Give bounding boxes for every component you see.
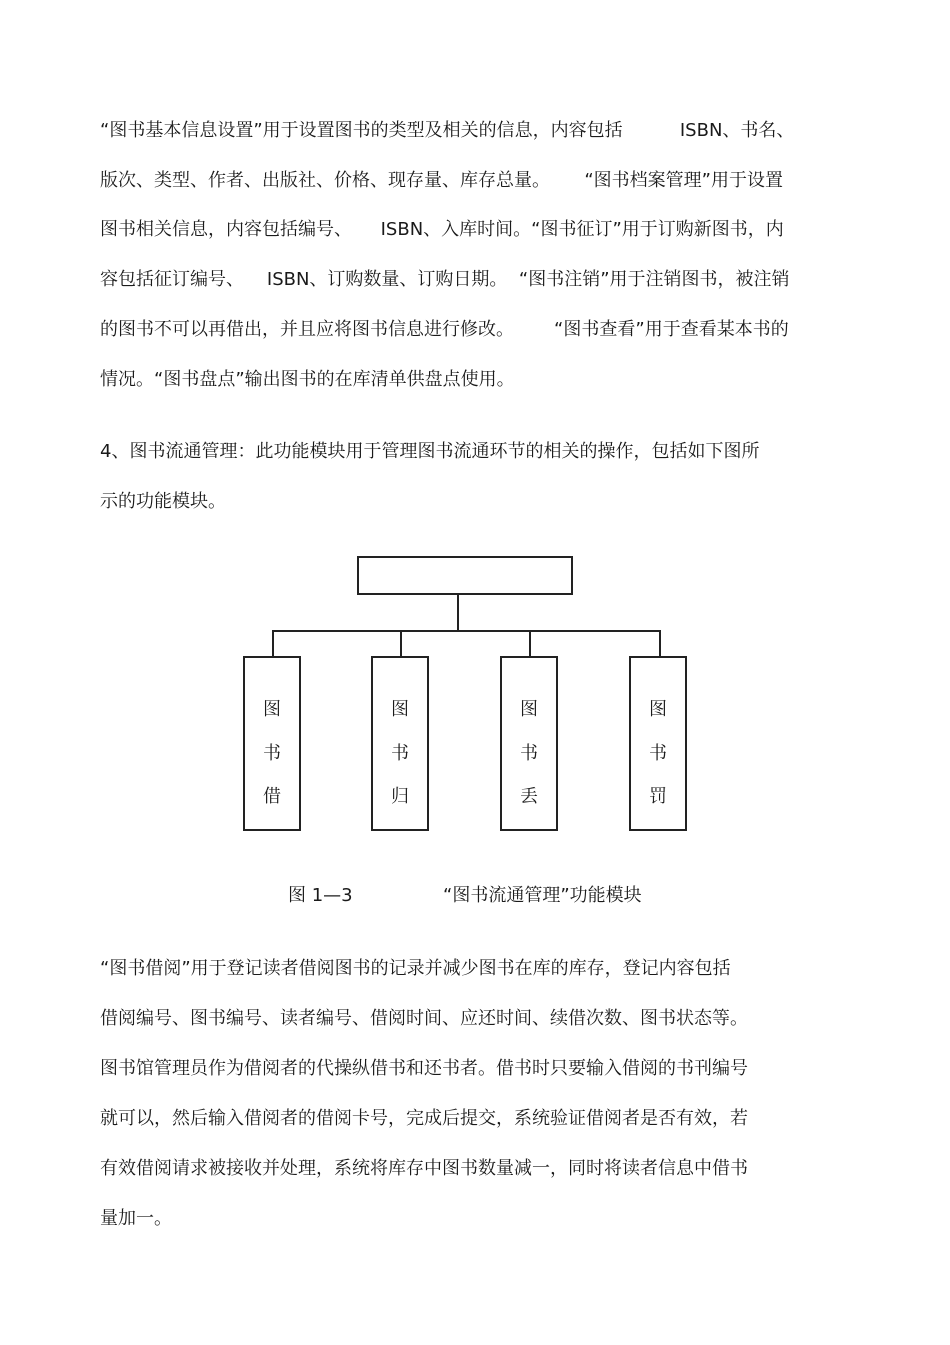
- text-line: 情况。“图书盘点”输出图书的在库清单供盘点使用。: [100, 369, 515, 390]
- module-char: 图: [649, 699, 667, 720]
- module-book-lost: [500, 656, 558, 831]
- text-line: 就可以，然后输入借阅者的借阅卡号，完成后提交，系统验证借阅者是否有效，若: [100, 1108, 748, 1129]
- text-line: 4、图书流通管理：此功能模块用于管理图书流通环节的相关的操作，包括如下图所: [100, 441, 760, 462]
- module-char: 借: [263, 786, 281, 808]
- connector-horizontal: [272, 630, 661, 632]
- text-line: 示的功能模块。: [100, 491, 226, 512]
- module-book-return: [371, 656, 429, 831]
- module-char: 图: [391, 699, 409, 720]
- connector-vertical: [457, 595, 459, 631]
- connector-drop: [400, 630, 402, 657]
- module-char: 书: [263, 742, 281, 764]
- connector-drop: [272, 630, 274, 657]
- text-line: 图书相关信息，内容包括编号、 ISBN、入库时间。“图书征订”用于订购新图书，内: [100, 219, 784, 240]
- module-char: 书: [649, 742, 667, 764]
- module-book-fine: [629, 656, 687, 831]
- module-char: 丢: [520, 786, 538, 808]
- text-line: 容包括征订编号、 ISBN、订购数量、订购日期。 “图书注销”用于注销图书，被注销: [100, 269, 790, 290]
- text-line: 借阅编号、图书编号、读者编号、借阅时间、应还时间、续借次数、图书状态等。: [100, 1008, 748, 1029]
- connector-drop: [529, 630, 531, 657]
- text-line: 图书馆管理员作为借阅者的代操纵借书和还书者。借书时只要输入借阅的书刊编号: [100, 1058, 748, 1079]
- figure-number: 图 1—3: [288, 885, 353, 906]
- text-line: “图书基本信息设置”用于设置图书的类型及相关的信息，内容包括 ISBN、书名、: [100, 120, 795, 141]
- figure-caption: “图书流通管理”功能模块: [443, 885, 642, 906]
- module-char: 书: [520, 742, 538, 764]
- text-line: 量加一。: [100, 1208, 172, 1229]
- module-char: 罚: [649, 786, 667, 808]
- module-char: 归: [391, 786, 409, 808]
- module-char: 图: [520, 699, 538, 720]
- text-line: 有效借阅请求被接收并处理，系统将库存中图书数量减一，同时将读者信息中借书: [100, 1158, 748, 1179]
- module-book-borrow: [243, 656, 301, 831]
- module-char: 书: [391, 742, 409, 764]
- text-line: 的图书不可以再借出，并且应将图书信息进行修改。 “图书查看”用于查看某本书的: [100, 319, 789, 340]
- module-char: 图: [263, 699, 281, 720]
- text-line: “图书借阅”用于登记读者借阅图书的记录并减少图书在库的库存，登记内容包括: [100, 958, 731, 979]
- connector-drop: [659, 630, 661, 657]
- diagram-root-box: [357, 556, 573, 595]
- text-line: 版次、类型、作者、出版社、价格、现存量、库存总量。 “图书档案管理”用于设置: [100, 170, 783, 191]
